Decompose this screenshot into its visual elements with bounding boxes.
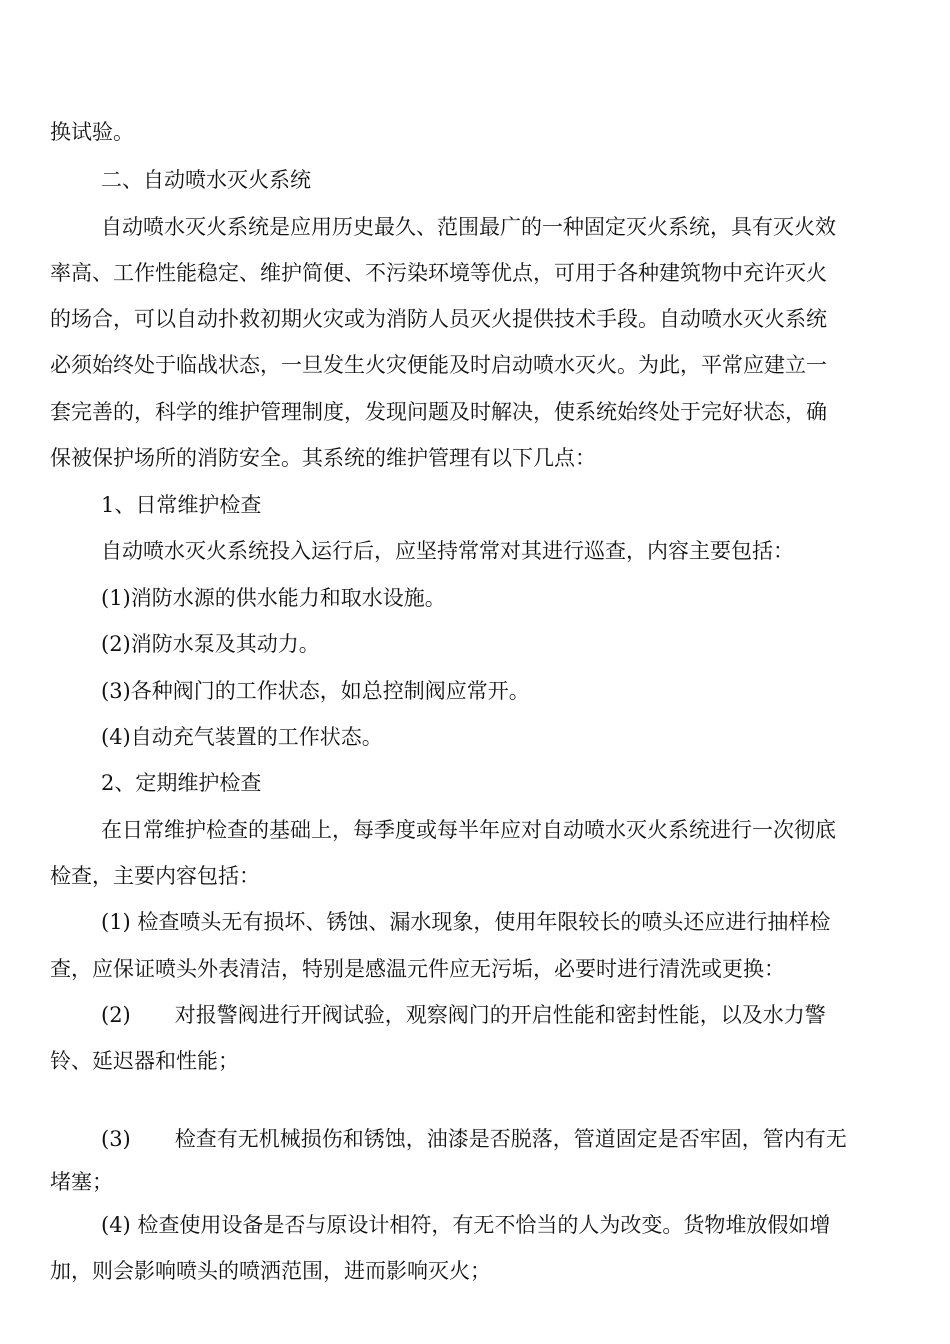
text-line: 检查，主要内容包括：	[50, 864, 260, 888]
list-number: (2)	[101, 1003, 131, 1027]
list-item	[101, 1124, 847, 1154]
subsection-heading: 2、定期维护检查	[101, 771, 262, 795]
text-line: 自动喷水灭火系统是应用历史最久、范围最广的一种固定灭火系统，具有灭火效	[101, 215, 836, 239]
text-line: 套完善的，科学的维护管理制度，发现问题及时解决，使系统始终处于完好状态，确	[50, 400, 827, 424]
list-number: (3)	[101, 1127, 131, 1151]
text-line: 查，应保证喷头外表清洁，特别是感温元件应无污垢，必要时进行清洗或更换：	[50, 957, 785, 981]
text-line: 加，则会影响喷头的喷洒范围，进而影响灭火；	[50, 1259, 491, 1283]
text-line: 在日常维护检查的基础上，每季度或每半年应对自动喷水灭火系统进行一次彻底	[101, 818, 836, 842]
text-line: 率高、工作性能稳定、维护简便、不污染环境等优点，可用于各种建筑物中充许灭火	[50, 261, 827, 285]
text-line: 堵塞；	[50, 1170, 113, 1194]
list-item: (3)各种阀门的工作状态，如总控制阀应常开。	[101, 679, 530, 703]
list-item: (4)自动充气装置的工作状态。	[101, 725, 383, 749]
section-heading: 二、自动喷水灭火系统	[101, 168, 311, 192]
list-item: (4) 检查使用设备是否与原设计相符，有无不恰当的人为改变。货物堆放假如增	[101, 1213, 831, 1237]
list-item: (2)消防水泵及其动力。	[101, 632, 320, 656]
text-line: 换试验。	[50, 120, 134, 144]
text-line: 保被保护场所的消防安全。其系统的维护管理有以下几点：	[50, 446, 596, 470]
list-item-text: 对报警阀进行开阀试验，观察阀门的开启性能和密封性能，以及水力警	[174, 1003, 826, 1027]
subsection-heading: 1、日常维护检查	[101, 493, 262, 517]
list-item: (1)消防水源的供水能力和取水设施。	[101, 586, 446, 610]
text-line: 自动喷水灭火系统投入运行后，应坚持常常对其进行巡查，内容主要包括：	[101, 539, 794, 563]
list-item	[101, 1000, 826, 1030]
text-line: 的场合，可以自动扑救初期火灾或为消防人员灭火提供技术手段。自动喷水灭火系统	[50, 307, 827, 331]
list-item-text: 检查有无机械损伤和锈蚀，油漆是否脱落，管道固定是否牢固，管内有无	[174, 1127, 847, 1151]
text-line: 铃、延迟器和性能；	[50, 1049, 239, 1073]
list-item: (1) 检查喷头无有损坏、锈蚀、漏水现象，使用年限较长的喷头还应进行抽样检	[101, 910, 831, 934]
text-line: 必须始终处于临战状态，一旦发生火灾便能及时启动喷水灭火。为此，平常应建立一	[50, 353, 827, 377]
